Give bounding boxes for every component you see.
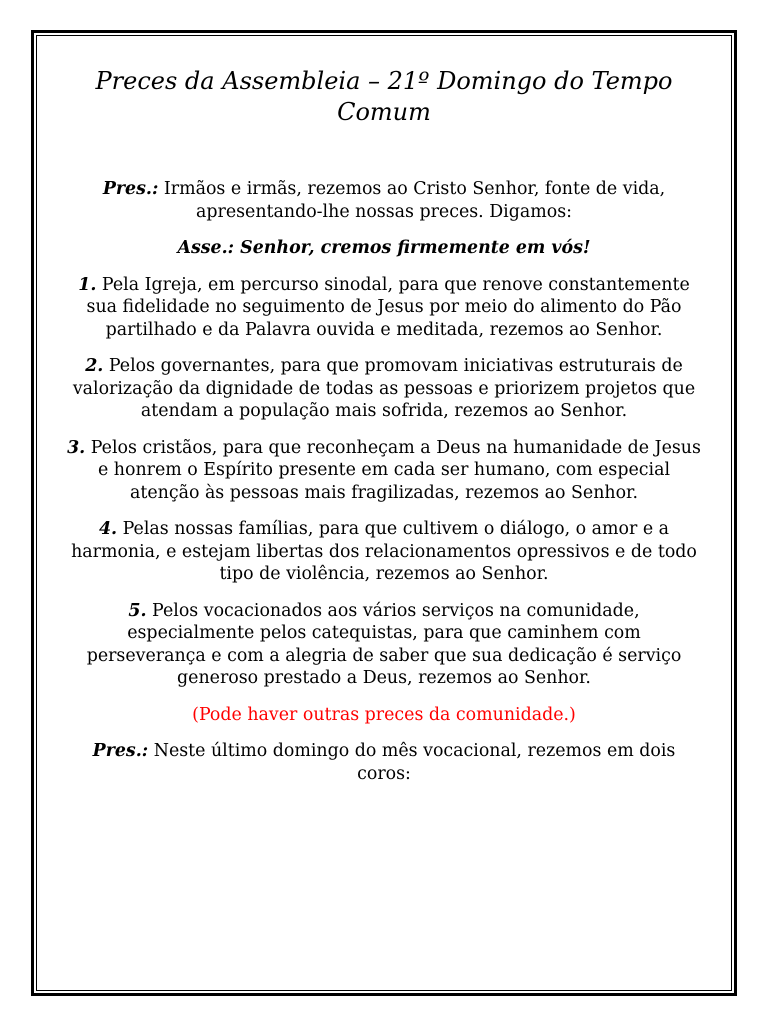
assembly-response: Asse.: Senhor, cremos firmemente em vós! <box>177 238 591 258</box>
prayer-text: Pelos vocacionados aos vários serviços na comunidade, especialmente pelos catequistas, para que caminhem com perseverança e com a alegria de saber que sua dedicação é serviço generoso prestado a Deus, rezemos ao Senhor. <box>86 600 682 688</box>
presider-label: Pres.: <box>92 741 149 761</box>
prayer-number: 1. <box>78 274 97 295</box>
closing-text: Neste último domingo do mês vocacional, rezemos em dois coros: <box>148 741 676 784</box>
closing-paragraph <box>66 740 702 785</box>
prayer-1 <box>66 274 702 342</box>
document-body <box>66 66 702 799</box>
community-prayers-note: (Pode haver outras preces da comunidade.) <box>192 704 576 725</box>
prayer-text: Pelos governantes, para que promovam iniciativas estruturais de valorização da dignidade de todas as pessoas e priorizem projetos que atendam a população mais sofrida, rezemos ao Senhor. <box>72 356 696 421</box>
intro-text: Irmãos e irmãs, rezemos ao Cristo Senhor, fonte de vida, apresentando-lhe nossas preces. Digamos: <box>158 179 666 222</box>
presider-label: Pres.: <box>102 179 159 199</box>
prayer-number: 4. <box>98 519 118 539</box>
prayer-number: 3. <box>67 437 86 458</box>
prayer-4 <box>66 518 702 586</box>
prayer-3 <box>66 437 702 505</box>
prayer-text: Pela Igreja, em percurso sinodal, para que renove constantemente sua fidelidade no seguimento de Jesus por meio do alimento do Pão partilhado e da Palavra ouvida e meditada, rezemos ao Senhor. <box>86 274 690 340</box>
prayer-number: 2. <box>85 356 104 376</box>
document-title: Preces da Assembleia – 21º Domingo do Tempo Comum <box>95 67 673 126</box>
prayer-2 <box>66 355 702 423</box>
intro-paragraph <box>66 178 702 223</box>
prayer-text: Pelas nossas famílias, para que cultivem o diálogo, o amor e a harmonia, e estejam libertas dos relacionamentos opressivos e de todo tipo de violência, rezemos ao Senhor. <box>71 519 697 584</box>
prayer-5 <box>66 600 702 690</box>
prayer-text: Pelos cristãos, para que reconheçam a Deus na humanidade de Jesus e honrem o Espírito presente em cada ser humano, com especial atenção às pessoas mais fragilizadas, rezemos ao Senhor. <box>85 437 701 503</box>
prayer-number: 5. <box>128 600 147 621</box>
